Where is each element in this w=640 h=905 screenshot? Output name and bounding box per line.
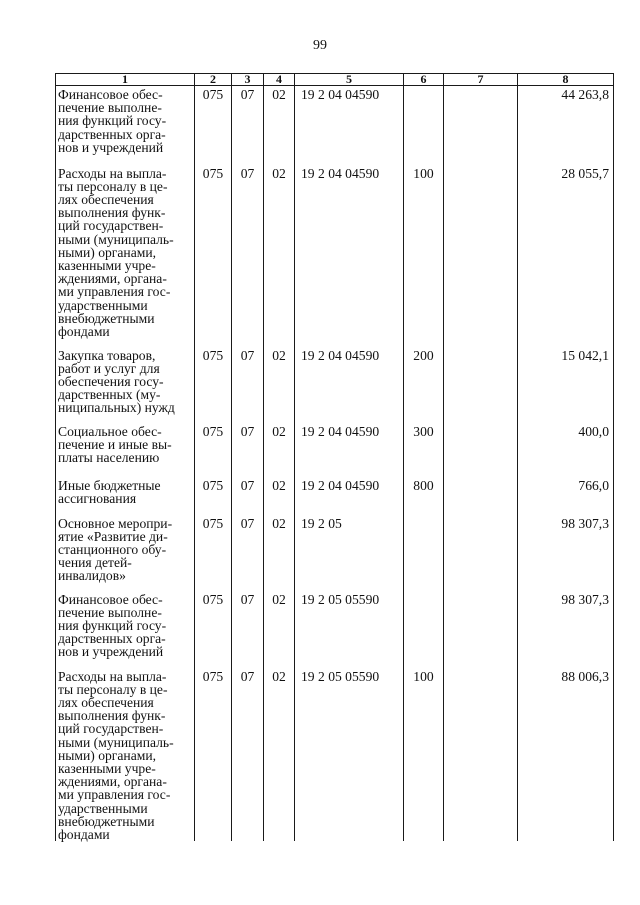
table-row (56, 591, 614, 668)
column-header: 5 (295, 74, 404, 86)
budget-table (55, 73, 614, 841)
table-row (56, 423, 614, 477)
cell-ministry: 075 (195, 515, 232, 591)
cell-target-article: 19 2 05 05590 (295, 668, 404, 842)
cell-section: 07 (232, 515, 264, 591)
cell-col7 (444, 515, 518, 591)
cell-ministry: 075 (195, 591, 232, 668)
cell-section: 07 (232, 591, 264, 668)
row-name-text: Расходы на выпла- ты персоналу в це- лях обеспечения выполнения функ- ций государствен- ными (муниципаль- ными) органами, казенными учре- ждениями, органа- ми управления гос- ударственными внебюджетными фондами (58, 668, 174, 842)
cell-section: 07 (232, 347, 264, 423)
cell-col7 (444, 347, 518, 423)
row-name-text: Закупка товаров, работ и услуг для обеспечения госу- дарственных (му- ниципальных) нужд (58, 347, 175, 416)
cell-subsection: 02 (264, 423, 295, 477)
page-number: 99 (313, 38, 327, 53)
table-body (56, 86, 614, 842)
row-name (56, 86, 195, 165)
row-name-text: Финансовое обес- печение выполне- ния функций госу- дарственных орга- нов и учреждений (58, 87, 167, 155)
cell-amount: 766,0 (518, 477, 614, 515)
column-header: 3 (232, 74, 264, 86)
cell-target-article: 19 2 04 04590 (295, 347, 404, 423)
cell-expense-type: 100 (404, 165, 444, 347)
row-name (56, 165, 195, 347)
cell-section: 07 (232, 165, 264, 347)
row-name (56, 515, 195, 591)
cell-amount: 28 055,7 (518, 165, 614, 347)
row-name (56, 668, 195, 842)
cell-expense-type (404, 515, 444, 591)
cell-expense-type (404, 591, 444, 668)
cell-amount: 44 263,8 (518, 86, 614, 165)
cell-target-article: 19 2 04 04590 (295, 86, 404, 165)
row-name (56, 423, 195, 477)
cell-ministry: 075 (195, 423, 232, 477)
cell-amount: 98 307,3 (518, 591, 614, 668)
row-name-text: Расходы на выпла- ты персоналу в це- лях обеспечения выполнения функ- ций государствен- ными (муниципаль- ными) органами, казенными учре- ждениями, органа- ми управления гос- ударственными внебюджетными фондами (58, 165, 174, 339)
table-row (56, 515, 614, 591)
row-name (56, 591, 195, 668)
row-name-text: Основное меропри- ятие «Развитие ди- станционного обу- чения детей- инвалидов» (58, 515, 173, 584)
cell-subsection: 02 (264, 86, 295, 165)
cell-amount: 400,0 (518, 423, 614, 477)
cell-expense-type: 800 (404, 477, 444, 515)
cell-col7 (444, 165, 518, 347)
cell-expense-type: 100 (404, 668, 444, 842)
column-header: 6 (404, 74, 444, 86)
column-header: 1 (56, 74, 195, 86)
column-header: 4 (264, 74, 295, 86)
cell-section: 07 (232, 423, 264, 477)
row-name (56, 477, 195, 515)
cell-expense-type: 200 (404, 347, 444, 423)
row-name (56, 347, 195, 423)
column-header: 2 (195, 74, 232, 86)
cell-subsection: 02 (264, 591, 295, 668)
cell-target-article: 19 2 05 (295, 515, 404, 591)
table-row (56, 86, 614, 165)
cell-subsection: 02 (264, 165, 295, 347)
row-name-text: Финансовое обес- печение выполне- ния функций госу- дарственных орга- нов и учреждений (58, 591, 167, 660)
cell-amount: 15 042,1 (518, 347, 614, 423)
cell-ministry: 075 (195, 347, 232, 423)
row-name-text: Иные бюджетные ассигнования (58, 477, 161, 506)
cell-expense-type: 300 (404, 423, 444, 477)
cell-target-article: 19 2 04 04590 (295, 165, 404, 347)
header-row (56, 74, 614, 86)
cell-ministry: 075 (195, 477, 232, 515)
cell-col7 (444, 477, 518, 515)
cell-ministry: 075 (195, 668, 232, 842)
cell-target-article: 19 2 04 04590 (295, 423, 404, 477)
table-row (56, 347, 614, 423)
cell-subsection: 02 (264, 347, 295, 423)
cell-target-article: 19 2 04 04590 (295, 477, 404, 515)
cell-amount: 88 006,3 (518, 668, 614, 842)
table-row (56, 668, 614, 842)
cell-col7 (444, 423, 518, 477)
cell-section: 07 (232, 86, 264, 165)
cell-ministry: 075 (195, 165, 232, 347)
cell-col7 (444, 591, 518, 668)
row-name-text: Социальное обес- печение и иные вы- платы населению (58, 423, 172, 465)
cell-expense-type (404, 86, 444, 165)
cell-section: 07 (232, 668, 264, 842)
cell-subsection: 02 (264, 668, 295, 842)
cell-subsection: 02 (264, 515, 295, 591)
cell-amount: 98 307,3 (518, 515, 614, 591)
cell-ministry: 075 (195, 86, 232, 165)
cell-col7 (444, 668, 518, 842)
cell-subsection: 02 (264, 477, 295, 515)
cell-col7 (444, 86, 518, 165)
table-row (56, 165, 614, 347)
column-header: 7 (444, 74, 518, 86)
cell-section: 07 (232, 477, 264, 515)
cell-target-article: 19 2 05 05590 (295, 591, 404, 668)
column-header: 8 (518, 74, 614, 86)
table-row (56, 477, 614, 515)
